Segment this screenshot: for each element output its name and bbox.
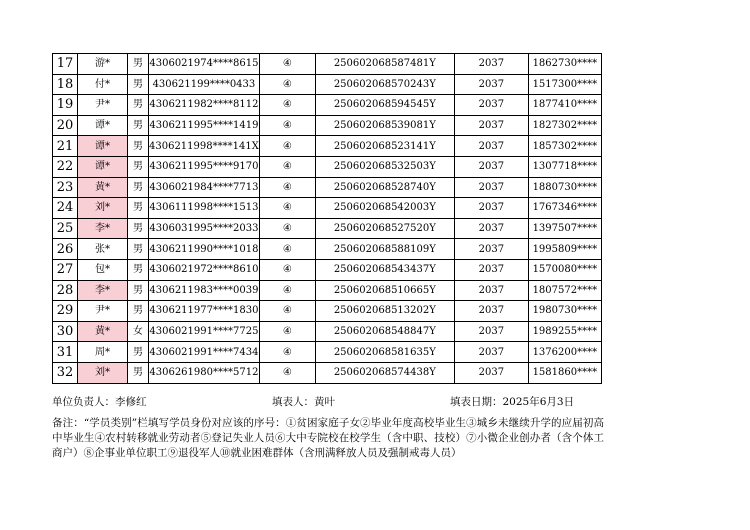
row-number: 27 xyxy=(53,259,78,280)
unit-leader: 单位负责人：李修红 xyxy=(52,396,147,408)
row-number: 23 xyxy=(53,177,78,198)
student-name: 谭* xyxy=(78,115,128,136)
year: 2037 xyxy=(454,198,528,219)
student-name: 谭* xyxy=(78,156,128,177)
table-row xyxy=(53,259,602,280)
year: 2037 xyxy=(454,301,528,322)
year: 2037 xyxy=(454,156,528,177)
student-type: ④ xyxy=(259,362,315,383)
student-type: ④ xyxy=(259,136,315,157)
row-number: 21 xyxy=(53,136,78,157)
student-code: 250602068527520Y xyxy=(315,218,454,239)
gender: 男 xyxy=(128,198,149,219)
gender: 男 xyxy=(128,177,149,198)
table-row xyxy=(53,136,602,157)
student-type: ④ xyxy=(259,321,315,342)
student-name: 刘* xyxy=(78,198,128,219)
table-row xyxy=(53,321,602,342)
id-number: 4306211995****9170 xyxy=(149,156,260,177)
student-name: 刘* xyxy=(78,362,128,383)
student-type: ④ xyxy=(259,198,315,219)
signature-row xyxy=(52,394,602,408)
row-number: 20 xyxy=(53,115,78,136)
gender: 男 xyxy=(128,156,149,177)
phone-number: 1880730**** xyxy=(528,177,601,198)
id-number: 4306021974****8615 xyxy=(149,54,260,75)
student-table xyxy=(52,53,602,384)
id-number: 4306211977****1830 xyxy=(149,301,260,322)
year: 2037 xyxy=(454,239,528,260)
phone-number: 1376200**** xyxy=(528,342,601,363)
year: 2037 xyxy=(454,259,528,280)
row-number: 22 xyxy=(53,156,78,177)
row-number: 19 xyxy=(53,95,78,116)
gender: 男 xyxy=(128,54,149,75)
student-type: ④ xyxy=(259,177,315,198)
row-number: 18 xyxy=(53,74,78,95)
id-number: 4306021972****8610 xyxy=(149,259,260,280)
student-code: 250602068513202Y xyxy=(315,301,454,322)
student-type: ④ xyxy=(259,95,315,116)
id-number: 4306021984****7713 xyxy=(149,177,260,198)
gender: 男 xyxy=(128,280,149,301)
student-name: 游* xyxy=(78,54,128,75)
student-name: 尹* xyxy=(78,301,128,322)
phone-number: 1857302**** xyxy=(528,136,601,157)
table-row xyxy=(53,218,602,239)
phone-number: 1307718**** xyxy=(528,156,601,177)
row-number: 32 xyxy=(53,362,78,383)
table-row xyxy=(53,342,602,363)
year: 2037 xyxy=(454,115,528,136)
id-number: 4306211983****0039 xyxy=(149,280,260,301)
phone-number: 1570080**** xyxy=(528,259,601,280)
student-name: 黄* xyxy=(78,321,128,342)
student-name: 李* xyxy=(78,218,128,239)
gender: 男 xyxy=(128,342,149,363)
table-row xyxy=(53,362,602,383)
student-code: 250602068510665Y xyxy=(315,280,454,301)
year: 2037 xyxy=(454,177,528,198)
table-row xyxy=(53,156,602,177)
student-code: 250602068532503Y xyxy=(315,156,454,177)
row-number: 24 xyxy=(53,198,78,219)
row-number: 28 xyxy=(53,280,78,301)
id-number: 4306211982****8112 xyxy=(149,95,260,116)
student-name: 李* xyxy=(78,280,128,301)
student-type: ④ xyxy=(259,239,315,260)
student-code: 250602068528740Y xyxy=(315,177,454,198)
row-number: 29 xyxy=(53,301,78,322)
table-row xyxy=(53,74,602,95)
gender: 男 xyxy=(128,136,149,157)
student-code: 250602068594545Y xyxy=(315,95,454,116)
gender: 男 xyxy=(128,218,149,239)
student-type: ④ xyxy=(259,301,315,322)
year: 2037 xyxy=(454,74,528,95)
year: 2037 xyxy=(454,321,528,342)
gender: 男 xyxy=(128,95,149,116)
row-number: 31 xyxy=(53,342,78,363)
table-row xyxy=(53,177,602,198)
phone-number: 1767346**** xyxy=(528,198,601,219)
phone-number: 1581860**** xyxy=(528,362,601,383)
phone-number: 1827302**** xyxy=(528,115,601,136)
table-row xyxy=(53,95,602,116)
row-number: 17 xyxy=(53,54,78,75)
student-code: 250602068548847Y xyxy=(315,321,454,342)
phone-number: 1397507**** xyxy=(528,218,601,239)
id-number: 4306261980****5712 xyxy=(149,362,260,383)
gender: 男 xyxy=(128,259,149,280)
year: 2037 xyxy=(454,362,528,383)
id-number: 430621199****0433 xyxy=(149,74,260,95)
year: 2037 xyxy=(454,95,528,116)
student-code: 250602068523141Y xyxy=(315,136,454,157)
table-row xyxy=(53,115,602,136)
row-number: 30 xyxy=(53,321,78,342)
student-name: 张* xyxy=(78,239,128,260)
id-number: 4306111998****1513 xyxy=(149,198,260,219)
student-code: 250602068574438Y xyxy=(315,362,454,383)
phone-number: 1877410**** xyxy=(528,95,601,116)
student-name: 尹* xyxy=(78,95,128,116)
phone-number: 1989255**** xyxy=(528,321,601,342)
id-number: 4306211995****1419 xyxy=(149,115,260,136)
id-number: 4306021991****7725 xyxy=(149,321,260,342)
gender: 男 xyxy=(128,301,149,322)
student-name: 包* xyxy=(78,259,128,280)
student-code: 250602068570243Y xyxy=(315,74,454,95)
year: 2037 xyxy=(454,342,528,363)
phone-number: 1517300**** xyxy=(528,74,601,95)
student-name: 黄* xyxy=(78,177,128,198)
remark-note: 备注：“学员类别”栏填写学员身份对应该的序号：①贫困家庭子女②毕业年度高校毕业生③城乡未继续升学的应届初高中毕业生④农村转移就业劳动者⑤登记失业人员⑥大中专院校在校学生（含中职、技校）⑦小微企业创办者（含个体工商户）⑧企事业单位职工⑨退役军人⑩就业困难群体（含刑满释放人员及强制戒毒人员） xyxy=(52,417,604,459)
gender: 女 xyxy=(128,321,149,342)
phone-number: 1862730**** xyxy=(528,54,601,75)
table-row xyxy=(53,54,602,75)
filler: 填表人：黄叶 xyxy=(272,396,335,408)
student-code: 250602068542003Y xyxy=(315,198,454,219)
table-row xyxy=(53,280,602,301)
student-type: ④ xyxy=(259,280,315,301)
student-name: 付* xyxy=(78,74,128,95)
year: 2037 xyxy=(454,136,528,157)
id-number: 4306211998****141X xyxy=(149,136,260,157)
student-name: 周* xyxy=(78,342,128,363)
student-name: 谭* xyxy=(78,136,128,157)
table-row xyxy=(53,301,602,322)
student-type: ④ xyxy=(259,156,315,177)
gender: 男 xyxy=(128,362,149,383)
student-code: 250602068588109Y xyxy=(315,239,454,260)
table-row xyxy=(53,198,602,219)
student-type: ④ xyxy=(259,74,315,95)
student-code: 250602068581635Y xyxy=(315,342,454,363)
student-code: 250602068543437Y xyxy=(315,259,454,280)
fill-date: 填表日期：2025年6月3日 xyxy=(450,396,575,408)
gender: 男 xyxy=(128,115,149,136)
row-number: 25 xyxy=(53,218,78,239)
gender: 男 xyxy=(128,239,149,260)
year: 2037 xyxy=(454,280,528,301)
year: 2037 xyxy=(454,218,528,239)
phone-number: 1807572**** xyxy=(528,280,601,301)
gender: 男 xyxy=(128,74,149,95)
id-number: 4306021991****7434 xyxy=(149,342,260,363)
table-row xyxy=(53,239,602,260)
row-number: 26 xyxy=(53,239,78,260)
student-type: ④ xyxy=(259,218,315,239)
student-type: ④ xyxy=(259,115,315,136)
year: 2037 xyxy=(454,54,528,75)
student-type: ④ xyxy=(259,259,315,280)
student-code: 250602068539081Y xyxy=(315,115,454,136)
phone-number: 1995809**** xyxy=(528,239,601,260)
id-number: 4306211990****1018 xyxy=(149,239,260,260)
phone-number: 1980730**** xyxy=(528,301,601,322)
student-type: ④ xyxy=(259,54,315,75)
student-code: 250602068587481Y xyxy=(315,54,454,75)
student-type: ④ xyxy=(259,342,315,363)
id-number: 4306031995****2033 xyxy=(149,218,260,239)
